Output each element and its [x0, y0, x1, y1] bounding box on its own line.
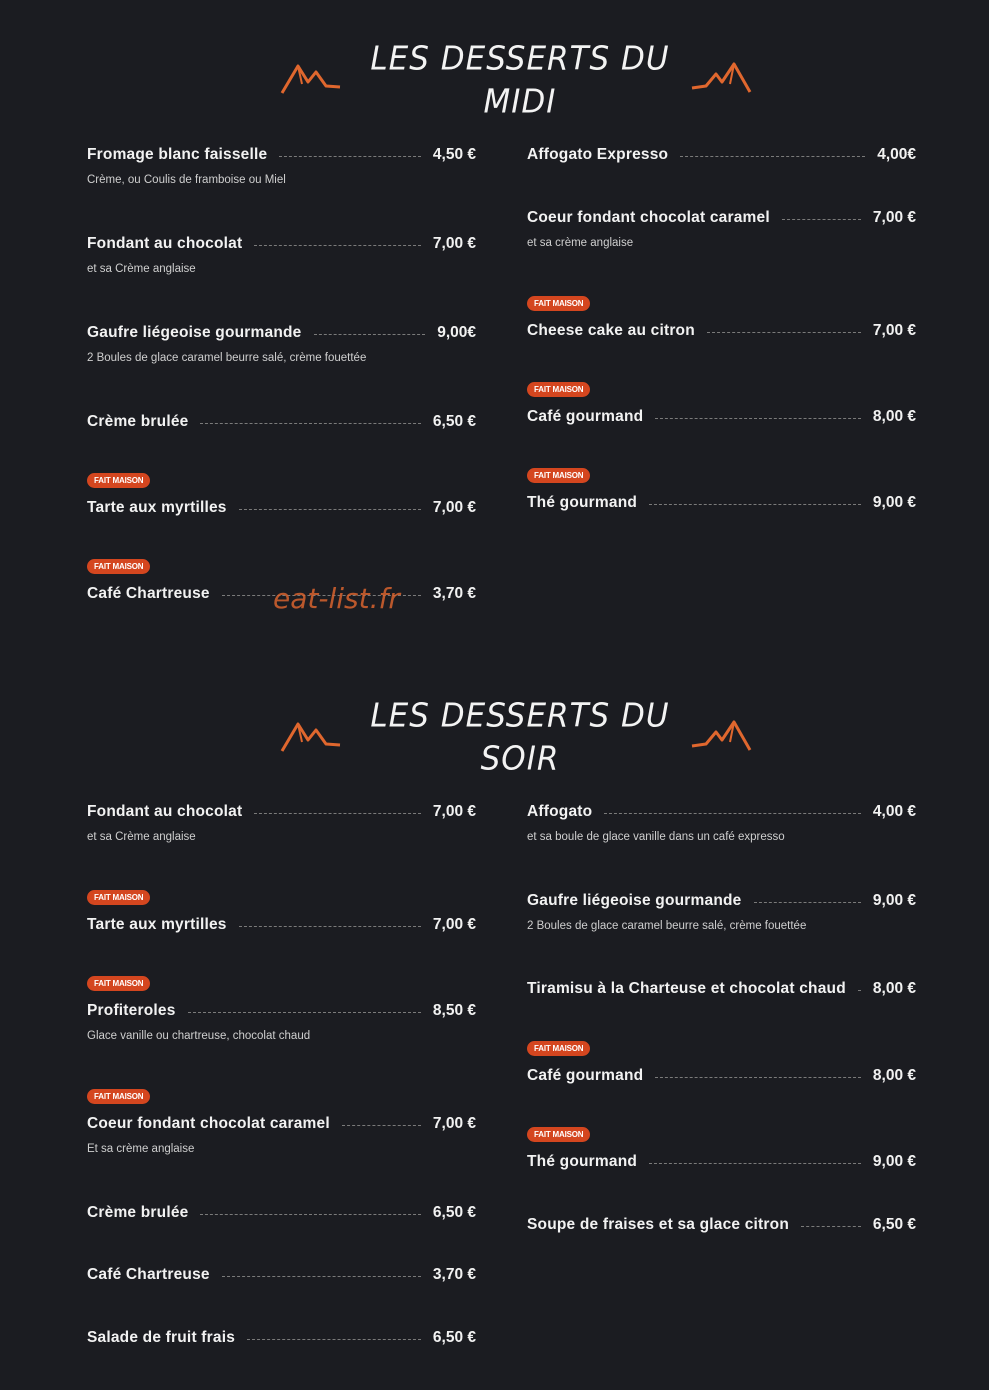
- menu-item-price: 3,70 €: [432, 1266, 476, 1283]
- fait-maison-badge: FAIT MAISON: [87, 1089, 150, 1104]
- menu-item-name: Tarte aux myrtilles: [87, 499, 227, 516]
- menu-item-description: Glace vanille ou chartreuse, chocolat chaud: [87, 1030, 311, 1042]
- menu-item-row: [527, 144, 916, 166]
- menu-item-name: Profiteroles: [87, 1002, 176, 1019]
- menu-item-description: Crème, ou Coulis de framboise ou Miel: [87, 174, 286, 186]
- menu-item: [527, 299, 916, 350]
- menu-item-row: [87, 144, 476, 166]
- menu-item-name: Tiramisu à la Charteuse et chocolat chaud: [527, 980, 846, 997]
- menu-item-description: Et sa crème anglaise: [87, 1143, 195, 1155]
- menu-item-price: 7,00 €: [432, 916, 476, 933]
- dotted-leader: [279, 156, 421, 157]
- menu-item-name: Fondant au chocolat: [87, 803, 243, 820]
- menu-item: [87, 893, 476, 944]
- menu-item-price: 4,00 €: [872, 803, 916, 820]
- menu-item: [87, 476, 476, 527]
- menu-item-price: 8,00 €: [872, 980, 916, 997]
- dotted-leader: [247, 1339, 421, 1340]
- fait-maison-badge: FAIT MAISON: [87, 473, 150, 488]
- menu-item-row: [527, 492, 916, 514]
- fait-maison-badge: FAIT MAISON: [527, 468, 590, 483]
- dotted-leader: [200, 1214, 420, 1215]
- menu-item: [527, 801, 916, 843]
- menu-item-price: 6,50 €: [872, 1216, 916, 1233]
- dotted-leader: [222, 1276, 421, 1277]
- menu-item-name: Affogato: [527, 803, 593, 820]
- menu-item: [87, 411, 476, 441]
- menu-item: [87, 1264, 476, 1294]
- menu-item-price: 7,00 €: [872, 322, 916, 339]
- fait-maison-badge: FAIT MAISON: [527, 296, 590, 311]
- menu-item-price: 4,50 €: [432, 146, 476, 163]
- menu-item: [87, 1092, 476, 1155]
- menu-item: [87, 144, 476, 186]
- menu-item-price: 9,00 €: [872, 892, 916, 909]
- menu-item: [87, 979, 476, 1042]
- menu-item-price: 7,00 €: [432, 803, 476, 820]
- dotted-leader: [649, 1163, 861, 1164]
- fait-maison-badge: FAIT MAISON: [527, 382, 590, 397]
- menu-item-name: Café Chartreuse: [87, 1266, 210, 1283]
- fait-maison-badge: FAIT MAISON: [87, 976, 150, 991]
- watermark: eat-list.fr: [273, 582, 400, 615]
- menu-item-row: [87, 497, 476, 519]
- menu-item-description: et sa Crème anglaise: [87, 263, 196, 275]
- menu-item-row: [87, 1264, 476, 1286]
- menu-item-row: [527, 1151, 916, 1173]
- menu-item: [87, 801, 476, 843]
- menu-item-price: 6,50 €: [432, 1204, 476, 1221]
- menu-item-name: Salade de fruit frais: [87, 1329, 236, 1346]
- menu-item-row: [87, 1113, 476, 1135]
- dotted-leader: [754, 902, 861, 903]
- menu-item-description: et sa Crème anglaise: [87, 831, 196, 843]
- menu-item-row: [87, 801, 476, 823]
- dotted-leader: [858, 990, 861, 991]
- fait-maison-badge: FAIT MAISON: [87, 559, 150, 574]
- dotted-leader: [655, 1077, 861, 1078]
- menu-item-name: Crème brulée: [87, 1204, 189, 1221]
- menu-item-row: [87, 233, 476, 255]
- menu-item: [527, 978, 916, 1008]
- dotted-leader: [655, 418, 861, 419]
- menu-item-row: [527, 978, 916, 1000]
- menu-item-row: [527, 801, 916, 823]
- menu-item-price: 7,00 €: [872, 209, 916, 226]
- dotted-leader: [239, 926, 421, 927]
- dotted-leader: [782, 219, 861, 220]
- dotted-leader: [239, 509, 421, 510]
- menu-item: [527, 207, 916, 249]
- menu-item-name: Café gourmand: [527, 408, 644, 425]
- menu-item-price: 8,00 €: [872, 1067, 916, 1084]
- menu-item-row: [87, 1202, 476, 1224]
- menu-item-price: 7,00 €: [432, 235, 476, 252]
- menu-item: [527, 1044, 916, 1095]
- menu-item-price: 4,00€: [877, 146, 916, 163]
- fait-maison-badge: FAIT MAISON: [87, 890, 150, 905]
- menu-item-price: 7,00 €: [432, 1115, 476, 1132]
- menu-item-price: 9,00€: [437, 324, 476, 341]
- menu-item-row: [87, 1327, 476, 1349]
- dotted-leader: [342, 1125, 421, 1126]
- mountain-icon: [280, 60, 342, 94]
- menu-item-price: 3,70 €: [432, 585, 476, 602]
- menu-item-name: Affogato Expresso: [527, 146, 669, 163]
- menu-item: [527, 1214, 916, 1244]
- menu-item-row: [527, 1065, 916, 1087]
- menu-item-price: 9,00 €: [872, 494, 916, 511]
- menu-item: [527, 144, 916, 174]
- menu-item-name: Café gourmand: [527, 1067, 644, 1084]
- menu-item-row: [87, 914, 476, 936]
- menu-item-row: [527, 320, 916, 342]
- fait-maison-badge: FAIT MAISON: [527, 1127, 590, 1142]
- menu-item-row: [527, 207, 916, 229]
- dotted-leader: [188, 1012, 421, 1013]
- section-title-midi: LES DESSERTS DU MIDI: [370, 40, 670, 121]
- menu-item-description: 2 Boules de glace caramel beurre salé, crème fouettée: [527, 920, 807, 932]
- menu-item-description: et sa crème anglaise: [527, 237, 634, 249]
- menu-item-name: Fromage blanc faisselle: [87, 146, 268, 163]
- dotted-leader: [254, 245, 421, 246]
- menu-item-name: Thé gourmand: [527, 494, 638, 511]
- menu-item: [87, 1327, 476, 1357]
- menu-item-row: [87, 322, 476, 344]
- menu-item-name: Coeur fondant chocolat caramel: [527, 209, 770, 226]
- mountain-icon: [690, 60, 752, 94]
- menu-item-description: et sa boule de glace vanille dans un café expresso: [527, 831, 785, 843]
- menu-item-name: Café Chartreuse: [87, 585, 210, 602]
- menu-item-name: Cheese cake au citron: [527, 322, 695, 339]
- menu-item-name: Soupe de fraises et sa glace citron: [527, 1216, 789, 1233]
- menu-item: [87, 322, 476, 364]
- dotted-leader: [200, 423, 420, 424]
- dotted-leader: [254, 813, 421, 814]
- menu-item-row: [87, 1000, 476, 1022]
- menu-item-name: Fondant au chocolat: [87, 235, 243, 252]
- dotted-leader: [604, 813, 861, 814]
- menu-item: [527, 471, 916, 522]
- menu-item-name: Coeur fondant chocolat caramel: [87, 1115, 330, 1132]
- menu-item-price: 7,00 €: [432, 499, 476, 516]
- menu-item-row: [527, 1214, 916, 1236]
- menu-item: [527, 1130, 916, 1181]
- menu-item-name: Gaufre liégeoise gourmande: [87, 324, 302, 341]
- menu-item-price: 6,50 €: [432, 413, 476, 430]
- menu-item-row: [527, 406, 916, 428]
- menu-item: [87, 233, 476, 275]
- menu-item-name: Gaufre liégeoise gourmande: [527, 892, 742, 909]
- mountain-icon: [280, 718, 342, 752]
- dotted-leader: [314, 334, 426, 335]
- menu-item-price: 9,00 €: [872, 1153, 916, 1170]
- dotted-leader: [801, 1226, 861, 1227]
- dotted-leader: [680, 156, 865, 157]
- menu-item: [527, 385, 916, 436]
- menu-item-description: 2 Boules de glace caramel beurre salé, crème fouettée: [87, 352, 367, 364]
- mountain-icon: [690, 718, 752, 752]
- menu-item-row: [87, 411, 476, 433]
- menu-item-name: Crème brulée: [87, 413, 189, 430]
- menu-item-price: 8,00 €: [872, 408, 916, 425]
- menu-item: [87, 1202, 476, 1232]
- menu-item-name: Tarte aux myrtilles: [87, 916, 227, 933]
- menu-item-row: [527, 890, 916, 912]
- menu-item: [527, 890, 916, 932]
- dotted-leader: [707, 332, 861, 333]
- menu-item-price: 6,50 €: [432, 1329, 476, 1346]
- menu-item-name: Thé gourmand: [527, 1153, 638, 1170]
- menu-item-price: 8,50 €: [432, 1002, 476, 1019]
- fait-maison-badge: FAIT MAISON: [527, 1041, 590, 1056]
- dotted-leader: [649, 504, 861, 505]
- section-title-soir: LES DESSERTS DU SOIR: [370, 697, 670, 778]
